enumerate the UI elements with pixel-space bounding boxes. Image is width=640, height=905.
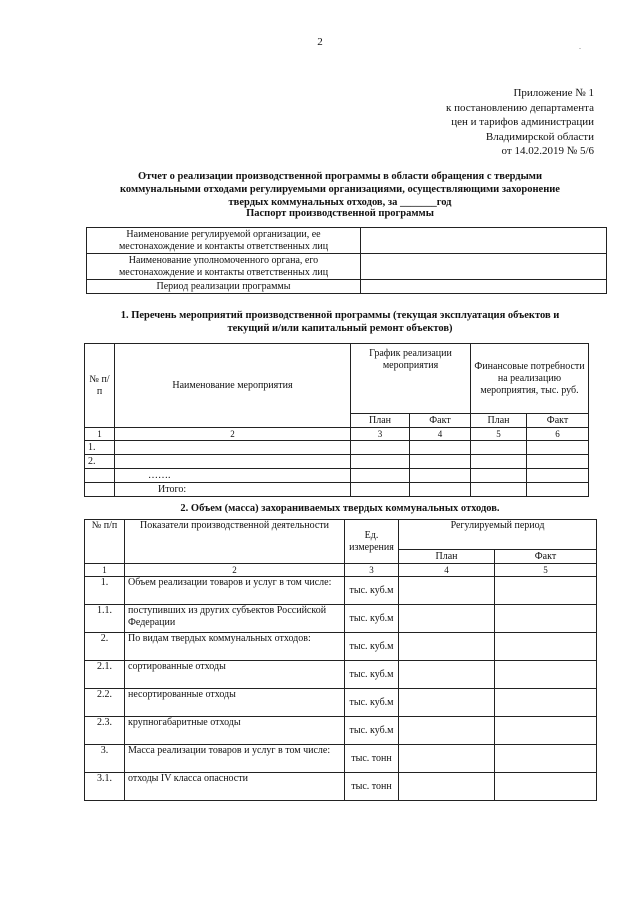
- plan-header: План: [399, 550, 495, 564]
- fact-cell[interactable]: [495, 661, 597, 689]
- total-text: Итого:: [158, 483, 187, 495]
- row-num: 3.1.: [85, 773, 125, 801]
- table-row: [85, 455, 589, 469]
- cell[interactable]: [527, 455, 589, 469]
- row-num: 1.1.: [85, 605, 125, 633]
- cell[interactable]: [471, 483, 527, 497]
- col-period-header: Регулируемый период: [399, 520, 597, 550]
- fact-header: Факт: [410, 414, 471, 428]
- cell[interactable]: [351, 455, 410, 469]
- cell[interactable]: [351, 469, 410, 483]
- passport-table: [86, 227, 607, 294]
- row-name: несортированные отходы: [125, 689, 345, 717]
- report-title: [80, 170, 600, 209]
- appendix-line: Приложение № 1: [513, 87, 594, 99]
- col-num-header: № п/п: [85, 344, 115, 428]
- fact-cell[interactable]: [495, 689, 597, 717]
- row-unit: тыс. тонн: [345, 773, 399, 801]
- table-row: [85, 441, 589, 455]
- row-name: сортированные отходы: [125, 661, 345, 689]
- ellipsis: …….: [148, 469, 171, 481]
- section1-title-line: 1. Перечень мероприятий производственной программы (текущая эксплуатация объектов и: [120, 310, 560, 321]
- index-cell: 6: [527, 428, 589, 441]
- plan-cell[interactable]: [399, 633, 495, 661]
- fact-cell[interactable]: [495, 605, 597, 633]
- cell[interactable]: [410, 469, 471, 483]
- col-num-header: № п/п: [85, 520, 125, 564]
- appendix-line: цен и тарифов администрации: [451, 116, 594, 128]
- table-row: [85, 605, 597, 633]
- table-row: [85, 689, 597, 717]
- table-row: [85, 717, 597, 745]
- index-cell: 1: [85, 564, 125, 577]
- row-num: 2.3.: [85, 717, 125, 745]
- appendix-line: Владимирской области: [485, 130, 594, 143]
- table-row: [85, 577, 597, 605]
- row-name: Объем реализации товаров и услуг в том числе:: [125, 577, 345, 605]
- index-cell: 3: [345, 564, 399, 577]
- cell[interactable]: [471, 455, 527, 469]
- col-indicator-header: Показатели производственной деятельности: [125, 520, 345, 564]
- cell[interactable]: [527, 483, 589, 497]
- section1-title: [80, 309, 600, 335]
- row-unit: тыс. куб.м: [345, 689, 399, 717]
- appendix-block: [446, 86, 594, 159]
- fact-cell[interactable]: [495, 745, 597, 773]
- table-row: [85, 745, 597, 773]
- row-num: 2.: [85, 633, 125, 661]
- plan-header: План: [471, 414, 527, 428]
- row-name: По видам твердых коммунальных отходов:: [125, 633, 345, 661]
- cell[interactable]: [527, 469, 589, 483]
- table-row: [85, 773, 597, 801]
- cell[interactable]: [471, 469, 527, 483]
- fact-cell[interactable]: [495, 717, 597, 745]
- appendix-line: к постановлению департамента: [446, 101, 594, 114]
- passport-row-label: Период реализации программы: [87, 280, 361, 294]
- index-cell: 1: [85, 428, 115, 441]
- row-unit: тыс. куб.м: [345, 605, 399, 633]
- row-num: 3.: [85, 745, 125, 773]
- plan-cell[interactable]: [399, 661, 495, 689]
- col-schedule-header: График реализации мероприятия: [351, 344, 471, 414]
- plan-cell[interactable]: [399, 773, 495, 801]
- row-unit: тыс. куб.м: [345, 577, 399, 605]
- plan-header: План: [351, 414, 410, 428]
- passport-title: Паспорт производственной программы: [246, 208, 434, 219]
- index-cell: 4: [399, 564, 495, 577]
- passport-row-label: Наименование уполномоченного органа, его местонахождение и контакты ответственных лиц: [87, 254, 361, 280]
- row-unit: тыс. куб.м: [345, 661, 399, 689]
- index-cell: 2: [125, 564, 345, 577]
- scan-dot: .: [579, 42, 581, 51]
- fact-cell[interactable]: [495, 633, 597, 661]
- plan-cell[interactable]: [399, 605, 495, 633]
- fact-cell[interactable]: [495, 773, 597, 801]
- plan-cell[interactable]: [399, 717, 495, 745]
- volume-table: [84, 519, 597, 801]
- table-row: [85, 661, 597, 689]
- col-finance-header: Финансовые потребности на реализацию мероприятия, тыс. руб.: [471, 344, 589, 414]
- report-title-line: коммунальными отходами регулируемыми организациями, осуществляющими захоронение: [120, 184, 560, 195]
- total-label: [115, 483, 351, 497]
- cell[interactable]: [471, 441, 527, 455]
- cell[interactable]: [351, 441, 410, 455]
- row-unit: тыс. куб.м: [345, 633, 399, 661]
- cell[interactable]: [410, 441, 471, 455]
- index-cell: 4: [410, 428, 471, 441]
- row-num: 2.: [85, 455, 115, 469]
- row-unit: тыс. куб.м: [345, 717, 399, 745]
- appendix-line: от 14.02.2019 № 5/6: [501, 145, 594, 157]
- row-name: крупногабаритные отходы: [125, 717, 345, 745]
- fact-cell[interactable]: [495, 577, 597, 605]
- ellipsis-cell: [115, 469, 351, 483]
- fact-header: Факт: [527, 414, 589, 428]
- row-name: Масса реализации товаров и услуг в том числе:: [125, 745, 345, 773]
- report-title-line: Отчет о реализации производственной программы в области обращения с твердыми: [137, 171, 543, 182]
- measures-table: [84, 343, 589, 497]
- passport-row-label: Наименование регулируемой организации, ее местонахождение и контакты ответственных лиц: [87, 228, 361, 254]
- report-title-line: твердых коммунальных отходов, за _______год: [228, 197, 452, 208]
- row-unit: тыс. тонн: [345, 745, 399, 773]
- index-cell: 5: [495, 564, 597, 577]
- table-row: [85, 633, 597, 661]
- row-name: отходы IV класса опасности: [125, 773, 345, 801]
- index-cell: 5: [471, 428, 527, 441]
- cell: [85, 469, 115, 483]
- index-cell: 2: [115, 428, 351, 441]
- row-num: 1.: [85, 441, 115, 455]
- row-name[interactable]: [115, 455, 351, 469]
- plan-cell[interactable]: [399, 745, 495, 773]
- passport-row-value[interactable]: [361, 228, 607, 254]
- section2-title: 2. Объем (масса) захораниваемых твердых коммунальных отходов.: [180, 503, 500, 514]
- cell[interactable]: [410, 483, 471, 497]
- index-cell: 3: [351, 428, 410, 441]
- row-num: 2.2.: [85, 689, 125, 717]
- cell: [85, 483, 115, 497]
- passport-row-value[interactable]: [361, 254, 607, 280]
- page-number: 2: [317, 36, 323, 48]
- col-unit-header: Ед. измерения: [345, 520, 399, 564]
- fact-header: Факт: [495, 550, 597, 564]
- cell[interactable]: [527, 441, 589, 455]
- plan-cell[interactable]: [399, 577, 495, 605]
- col-name-header: Наименование мероприятия: [115, 344, 351, 428]
- total-row: [85, 483, 589, 497]
- table-row: [85, 469, 589, 483]
- cell[interactable]: [351, 483, 410, 497]
- plan-cell[interactable]: [399, 689, 495, 717]
- section1-title-line: текущий и/или капитальный ремонт объектов): [227, 323, 453, 334]
- row-num: 1.: [85, 577, 125, 605]
- row-name: поступивших из других субъектов Российской Федерации: [125, 605, 345, 633]
- row-num: 2.1.: [85, 661, 125, 689]
- passport-row-value[interactable]: [361, 280, 607, 294]
- row-name[interactable]: [115, 441, 351, 455]
- cell[interactable]: [410, 455, 471, 469]
